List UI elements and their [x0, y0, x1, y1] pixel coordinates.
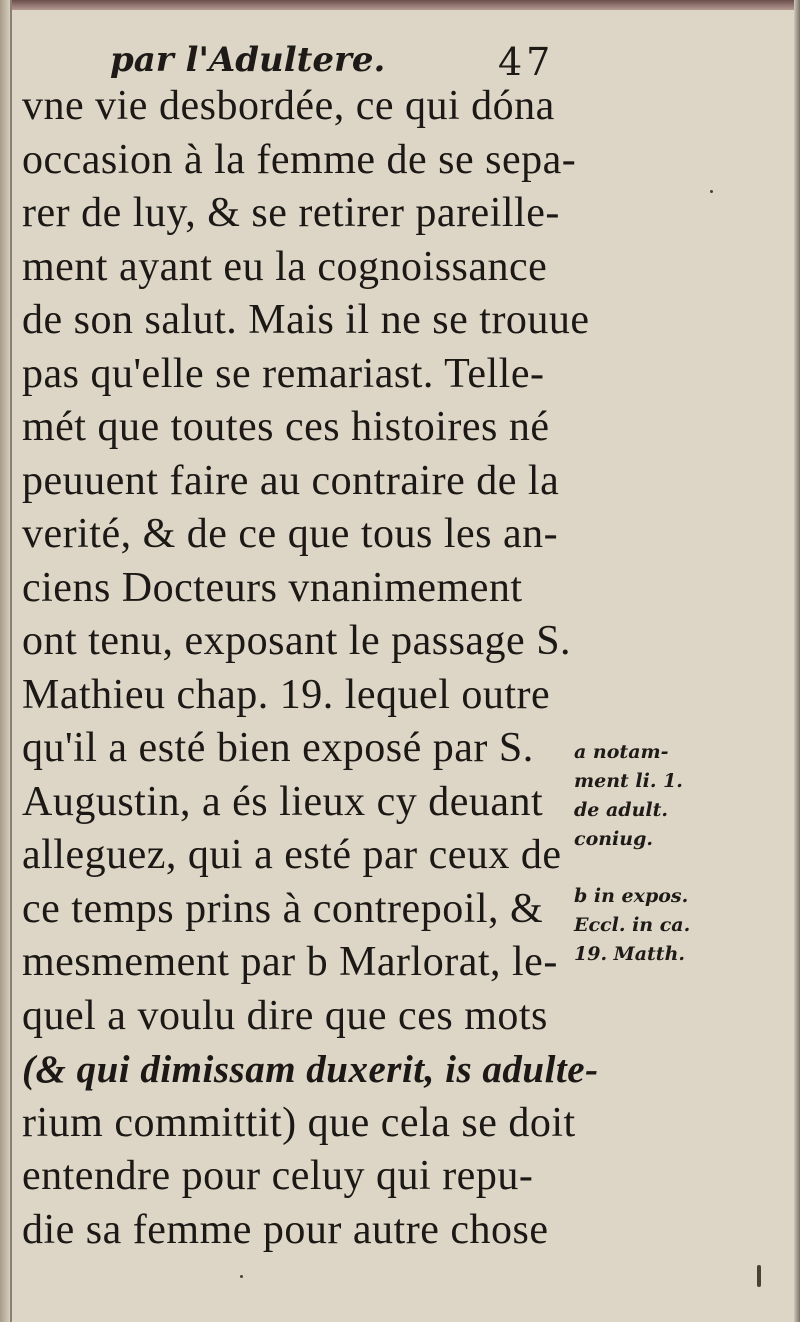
margin-note: coniug.	[574, 828, 653, 850]
ink-speck	[240, 1275, 243, 1278]
body-text	[22, 80, 599, 1257]
text-line: Augustin, a és lieux cy deuant	[22, 778, 544, 825]
text-line-latin-quote: (& qui dimissam duxerit, is adulte-	[22, 1048, 599, 1091]
ink-speck	[757, 1265, 761, 1287]
margin-note: Eccl. in ca.	[574, 914, 691, 936]
text-line: qu'il a esté bien exposé par S.	[22, 725, 534, 771]
text-line: die sa femme pour autre chose	[22, 1206, 549, 1253]
text-line: ont tenu, exposant le passage S.	[22, 618, 572, 664]
margin-note: a notam-	[574, 741, 669, 763]
margin-note: 19. Matth.	[574, 943, 685, 965]
page-top-edge	[0, 0, 800, 10]
ink-speck	[710, 190, 713, 193]
text-line: entendre pour celuy qui repu-	[22, 1153, 534, 1199]
text-line: ment ayant eu la cognoissance	[22, 243, 548, 290]
page-number: 47	[498, 40, 555, 84]
page-right-edge	[794, 0, 800, 1322]
text-line: ciens Docteurs vnanimement	[22, 564, 523, 611]
margin-note: ment li. 1.	[574, 770, 683, 792]
running-title: par l'Adultere.	[110, 40, 386, 80]
text-line: mét que toutes ces histoires né	[22, 404, 550, 450]
text-line: rium committit) que cela se doit	[22, 1099, 576, 1146]
text-line: rer de luy, & se retirer pareille-	[22, 190, 560, 236]
text-line: vne vie desbordée, ce qui dóna	[22, 83, 555, 129]
text-line: quel a voulu dire que ces mots	[22, 992, 548, 1039]
text-line: ce temps prins à contrepoil, &	[22, 885, 544, 932]
margin-notes	[574, 738, 714, 969]
text-line: occasion à la femme de se sepa-	[22, 136, 577, 183]
text-line: alleguez, qui a esté par ceux de	[22, 832, 562, 878]
text-line: de son salut. Mais il ne se trouue	[22, 297, 590, 343]
margin-note: de adult.	[574, 799, 669, 821]
text-line: mesmement par b Marlorat, le-	[22, 939, 558, 985]
text-line: Mathieu chap. 19. lequel outre	[22, 671, 551, 718]
text-line: verité, & de ce que tous les an-	[22, 511, 559, 557]
page-binding-edge	[0, 0, 10, 1322]
gutter-line	[10, 0, 12, 1322]
margin-note: b in expos.	[574, 885, 689, 907]
text-line: peuuent faire au contraire de la	[22, 457, 560, 504]
text-line: pas qu'elle se remariast. Telle-	[22, 350, 545, 397]
